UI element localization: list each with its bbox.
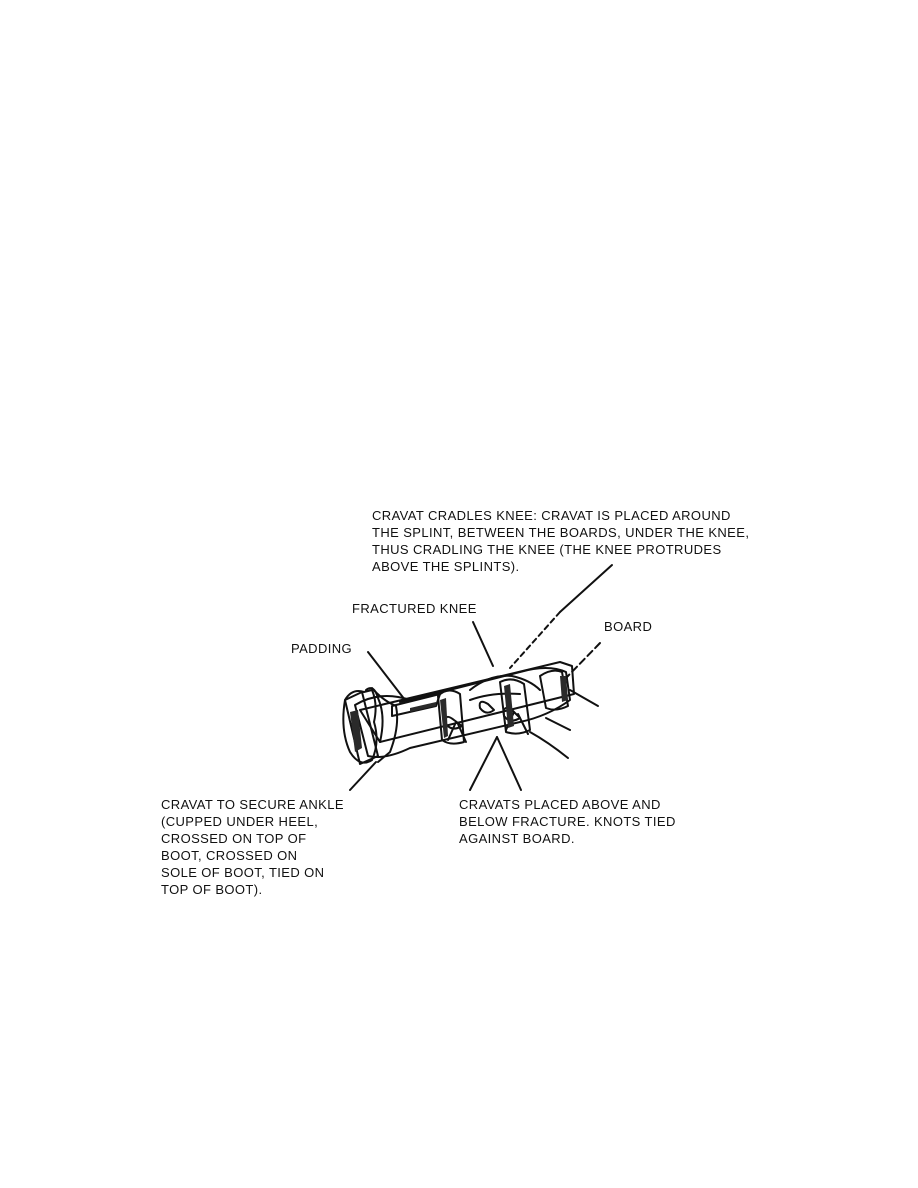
- label-line: ABOVE THE SPLINTS).: [372, 559, 520, 574]
- label-line: THE SPLINT, BETWEEN THE BOARDS, UNDER THE KNEE,: [372, 525, 750, 540]
- leader-line-cravat-cradles-dashed: [510, 612, 560, 668]
- label-line: THUS CRADLING THE KNEE (THE KNEE PROTRUDES: [372, 542, 722, 557]
- leader-line-cravats-right: [497, 737, 521, 790]
- label-line: BELOW FRACTURE. KNOTS TIED: [459, 814, 676, 829]
- leader-line-ankle: [350, 762, 376, 790]
- label-line: TOP OF BOOT).: [161, 882, 263, 897]
- label-line: AGAINST BOARD.: [459, 831, 575, 846]
- label-line: CRAVATS PLACED ABOVE AND: [459, 797, 661, 812]
- label-fractured-knee: [352, 600, 477, 617]
- leader-line-cravats-left: [470, 737, 497, 790]
- label-line: (CUPPED UNDER HEEL,: [161, 814, 319, 829]
- label-board: [604, 618, 652, 635]
- label-padding: [291, 640, 352, 657]
- thigh-upper-line: [570, 690, 598, 706]
- label-line: CRAVAT CRADLES KNEE: CRAVAT IS PLACED AROUND: [372, 508, 731, 523]
- label-line: CROSSED ON TOP OF: [161, 831, 307, 846]
- label-line: BOARD: [604, 619, 653, 634]
- thigh-lower-line: [530, 732, 568, 758]
- label-cravats-above-below: [459, 796, 676, 847]
- label-cravat-secure-ankle: [161, 796, 344, 898]
- label-line: BOOT, CROSSED ON: [161, 848, 298, 863]
- leader-line-board: [566, 643, 600, 678]
- label-line: FRACTURED KNEE: [352, 601, 477, 616]
- label-line: CRAVAT TO SECURE ANKLE: [161, 797, 344, 812]
- label-line: PADDING: [291, 641, 353, 656]
- label-cravat-cradles-knee: [372, 507, 749, 575]
- label-line: SOLE OF BOOT, TIED ON: [161, 865, 325, 880]
- leader-line-fractured-knee: [473, 622, 493, 666]
